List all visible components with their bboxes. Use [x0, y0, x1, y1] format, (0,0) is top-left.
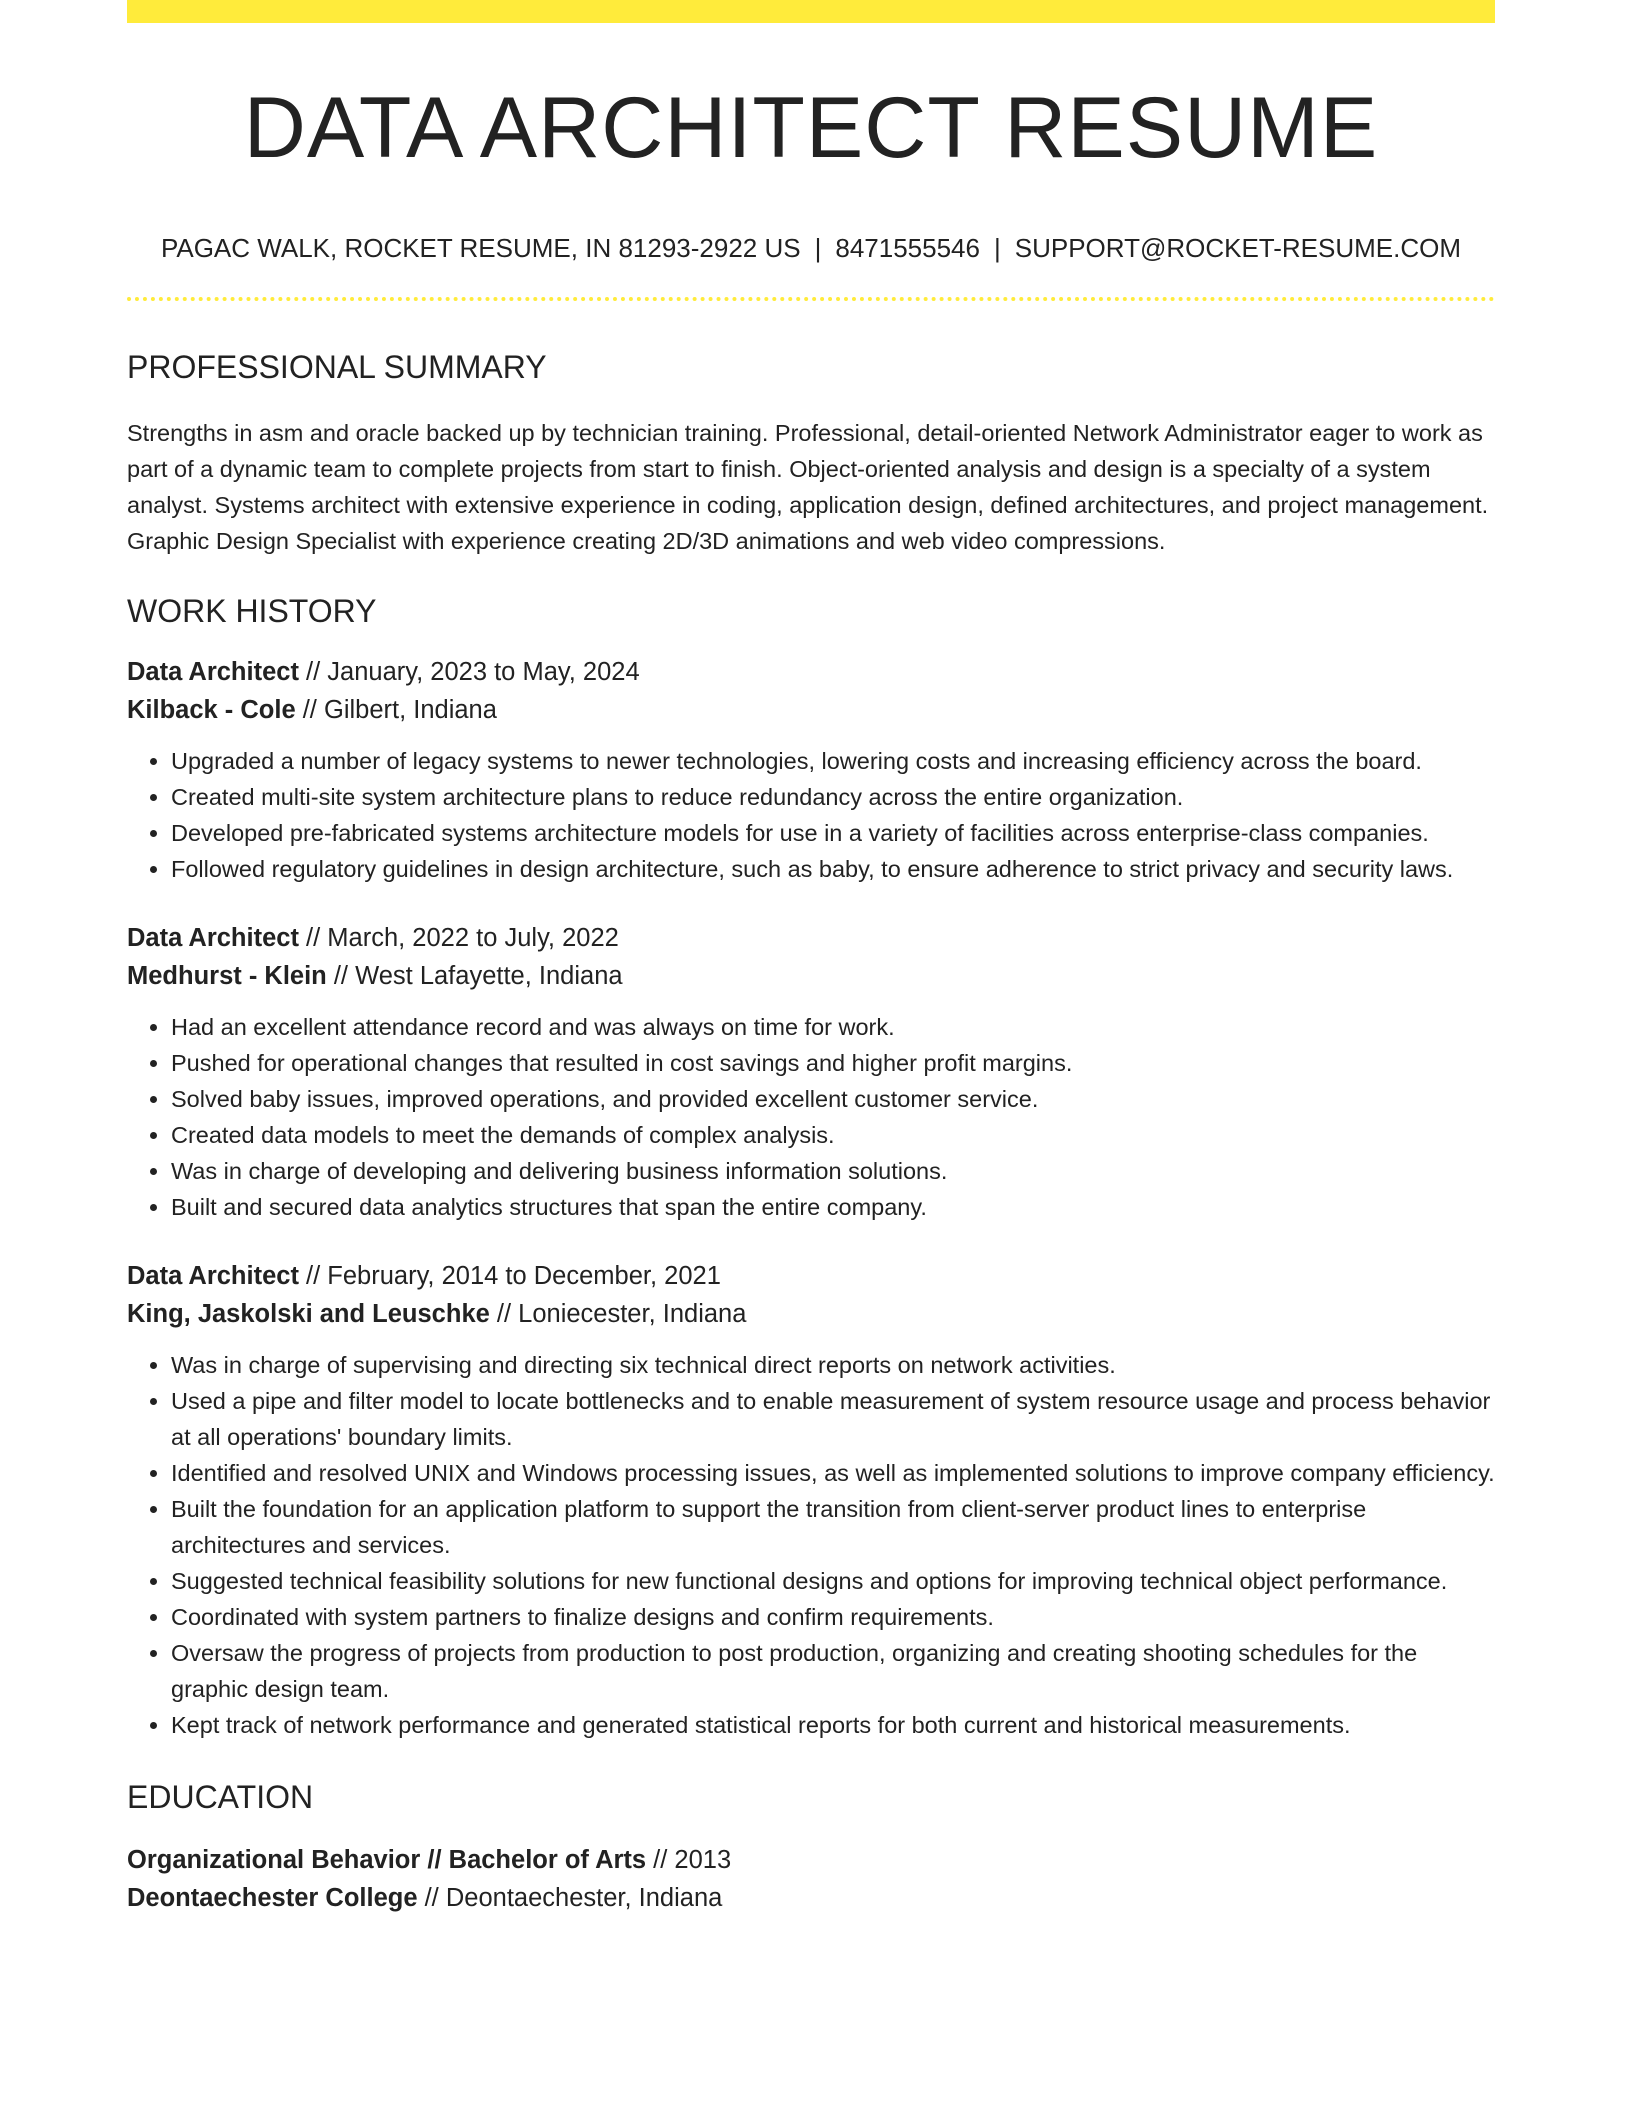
job-bullets [127, 743, 1495, 887]
resume-title: DATA ARCHITECT RESUME [243, 80, 1379, 176]
job-bullet: • Suggested technical feasibility solutions for new functional designs and options for improving technical object performance. [171, 1563, 1495, 1599]
dotted-divider [127, 297, 1495, 301]
job-bullet: • Oversaw the progress of projects from production to post production, organizing and creating shooting schedules for the graphic design team. [171, 1635, 1495, 1707]
job-bullets [127, 1009, 1495, 1225]
job-location: // Gilbert, Indiana [295, 696, 497, 724]
job-bullet: • Built and secured data analytics structures that span the entire company. [171, 1189, 1495, 1225]
job-title: Data Architect [127, 658, 299, 686]
job-bullet: • Pushed for operational changes that resulted in cost savings and higher profit margins. [171, 1045, 1495, 1081]
accent-top-bar [127, 0, 1495, 23]
job-bullet: • Identified and resolved UNIX and Windows processing issues, as well as implemented solutions to improve company efficiency. [171, 1455, 1495, 1491]
job-bullet: • Kept track of network performance and generated statistical reports for both current and historical measurements. [171, 1707, 1495, 1743]
job-entry [127, 653, 1495, 887]
job-title-line [127, 1257, 1495, 1295]
job-title-line [127, 653, 1495, 691]
job-dates: // March, 2022 to July, 2022 [298, 924, 619, 952]
work-history-list [127, 653, 1495, 1743]
job-company-line [127, 957, 1495, 995]
job-title: Data Architect [127, 1262, 299, 1290]
education-school-line [127, 1879, 1495, 1917]
education-location: // Deontaechester, Indiana [417, 1884, 723, 1912]
job-company: King, Jaskolski and Leuschke [127, 1300, 490, 1328]
job-company-line [127, 691, 1495, 729]
job-title-line [127, 919, 1495, 957]
contact-line [127, 235, 1495, 261]
summary-heading: PROFESSIONAL SUMMARY [127, 349, 547, 385]
job-company: Medhurst - Klein [127, 962, 327, 990]
education-degree-line [127, 1841, 1495, 1879]
contact-separator: | [993, 233, 1001, 263]
job-bullets [127, 1347, 1495, 1743]
job-location: // Loniecester, Indiana [489, 1300, 747, 1328]
job-location: // West Lafayette, Indiana [326, 962, 623, 990]
job-dates: // January, 2023 to May, 2024 [298, 658, 640, 686]
work-history-heading: WORK HISTORY [127, 593, 377, 629]
job-entry [127, 919, 1495, 1225]
job-bullet: • Solved baby issues, improved operations, and provided excellent customer service. [171, 1081, 1495, 1117]
job-bullet: • Had an excellent attendance record and was always on time for work. [171, 1009, 1495, 1045]
contact-address: PAGAC WALK, ROCKET RESUME, IN 81293-2922 US [160, 233, 801, 263]
job-company-line [127, 1295, 1495, 1333]
contact-separator: | [814, 233, 822, 263]
job-company: Kilback - Cole [127, 696, 296, 724]
education-school: Deontaechester College [127, 1884, 418, 1912]
summary-text: Strengths in asm and oracle backed up by technician training. Professional, detail-oriented Network Administrator eager to work as part of a dynamic team to complete projects from start to finish. Object-oriented analysis and design is a specialty of a system analyst. Systems architect with extensive experience in coding, application design, defined architectures, and project management. Graphic Design Specialist with experience creating 2D/3D animations and web video compressions. [127, 420, 1489, 554]
job-bullet: • Built the foundation for an application platform to support the transition from client-server product lines to enterprise architectures and services. [171, 1491, 1495, 1563]
job-title: Data Architect [127, 924, 299, 952]
contact-email: SUPPORT@ROCKET-RESUME.COM [1014, 233, 1462, 263]
contact-phone: 8471555546 [835, 233, 980, 263]
job-bullet: • Was in charge of developing and delivering business information solutions. [171, 1153, 1495, 1189]
education-heading: EDUCATION [127, 1779, 314, 1815]
job-bullet: • Was in charge of supervising and directing six technical direct reports on network activities. [171, 1347, 1495, 1383]
job-dates: // February, 2014 to December, 2021 [298, 1262, 721, 1290]
education-degree: Organizational Behavior // Bachelor of Arts [127, 1846, 647, 1874]
resume-page [127, 0, 1495, 1917]
job-bullet: • Created multi-site system architecture plans to reduce redundancy across the entire organization. [171, 779, 1495, 815]
job-bullet: • Used a pipe and filter model to locate bottlenecks and to enable measurement of system resource usage and process behavior at all operations' boundary limits. [171, 1383, 1495, 1455]
education-year: // 2013 [646, 1846, 732, 1874]
job-bullet: • Created data models to meet the demands of complex analysis. [171, 1117, 1495, 1153]
job-bullet: • Developed pre-fabricated systems architecture models for use in a variety of facilities across enterprise-class companies. [171, 815, 1495, 851]
job-bullet: • Upgraded a number of legacy systems to newer technologies, lowering costs and increasing efficiency across the board. [171, 743, 1495, 779]
job-bullet: • Coordinated with system partners to finalize designs and confirm requirements. [171, 1599, 1495, 1635]
job-entry [127, 1257, 1495, 1743]
job-bullet: • Followed regulatory guidelines in design architecture, such as baby, to ensure adherence to strict privacy and security laws. [171, 851, 1495, 887]
education-entry [127, 1841, 1495, 1917]
